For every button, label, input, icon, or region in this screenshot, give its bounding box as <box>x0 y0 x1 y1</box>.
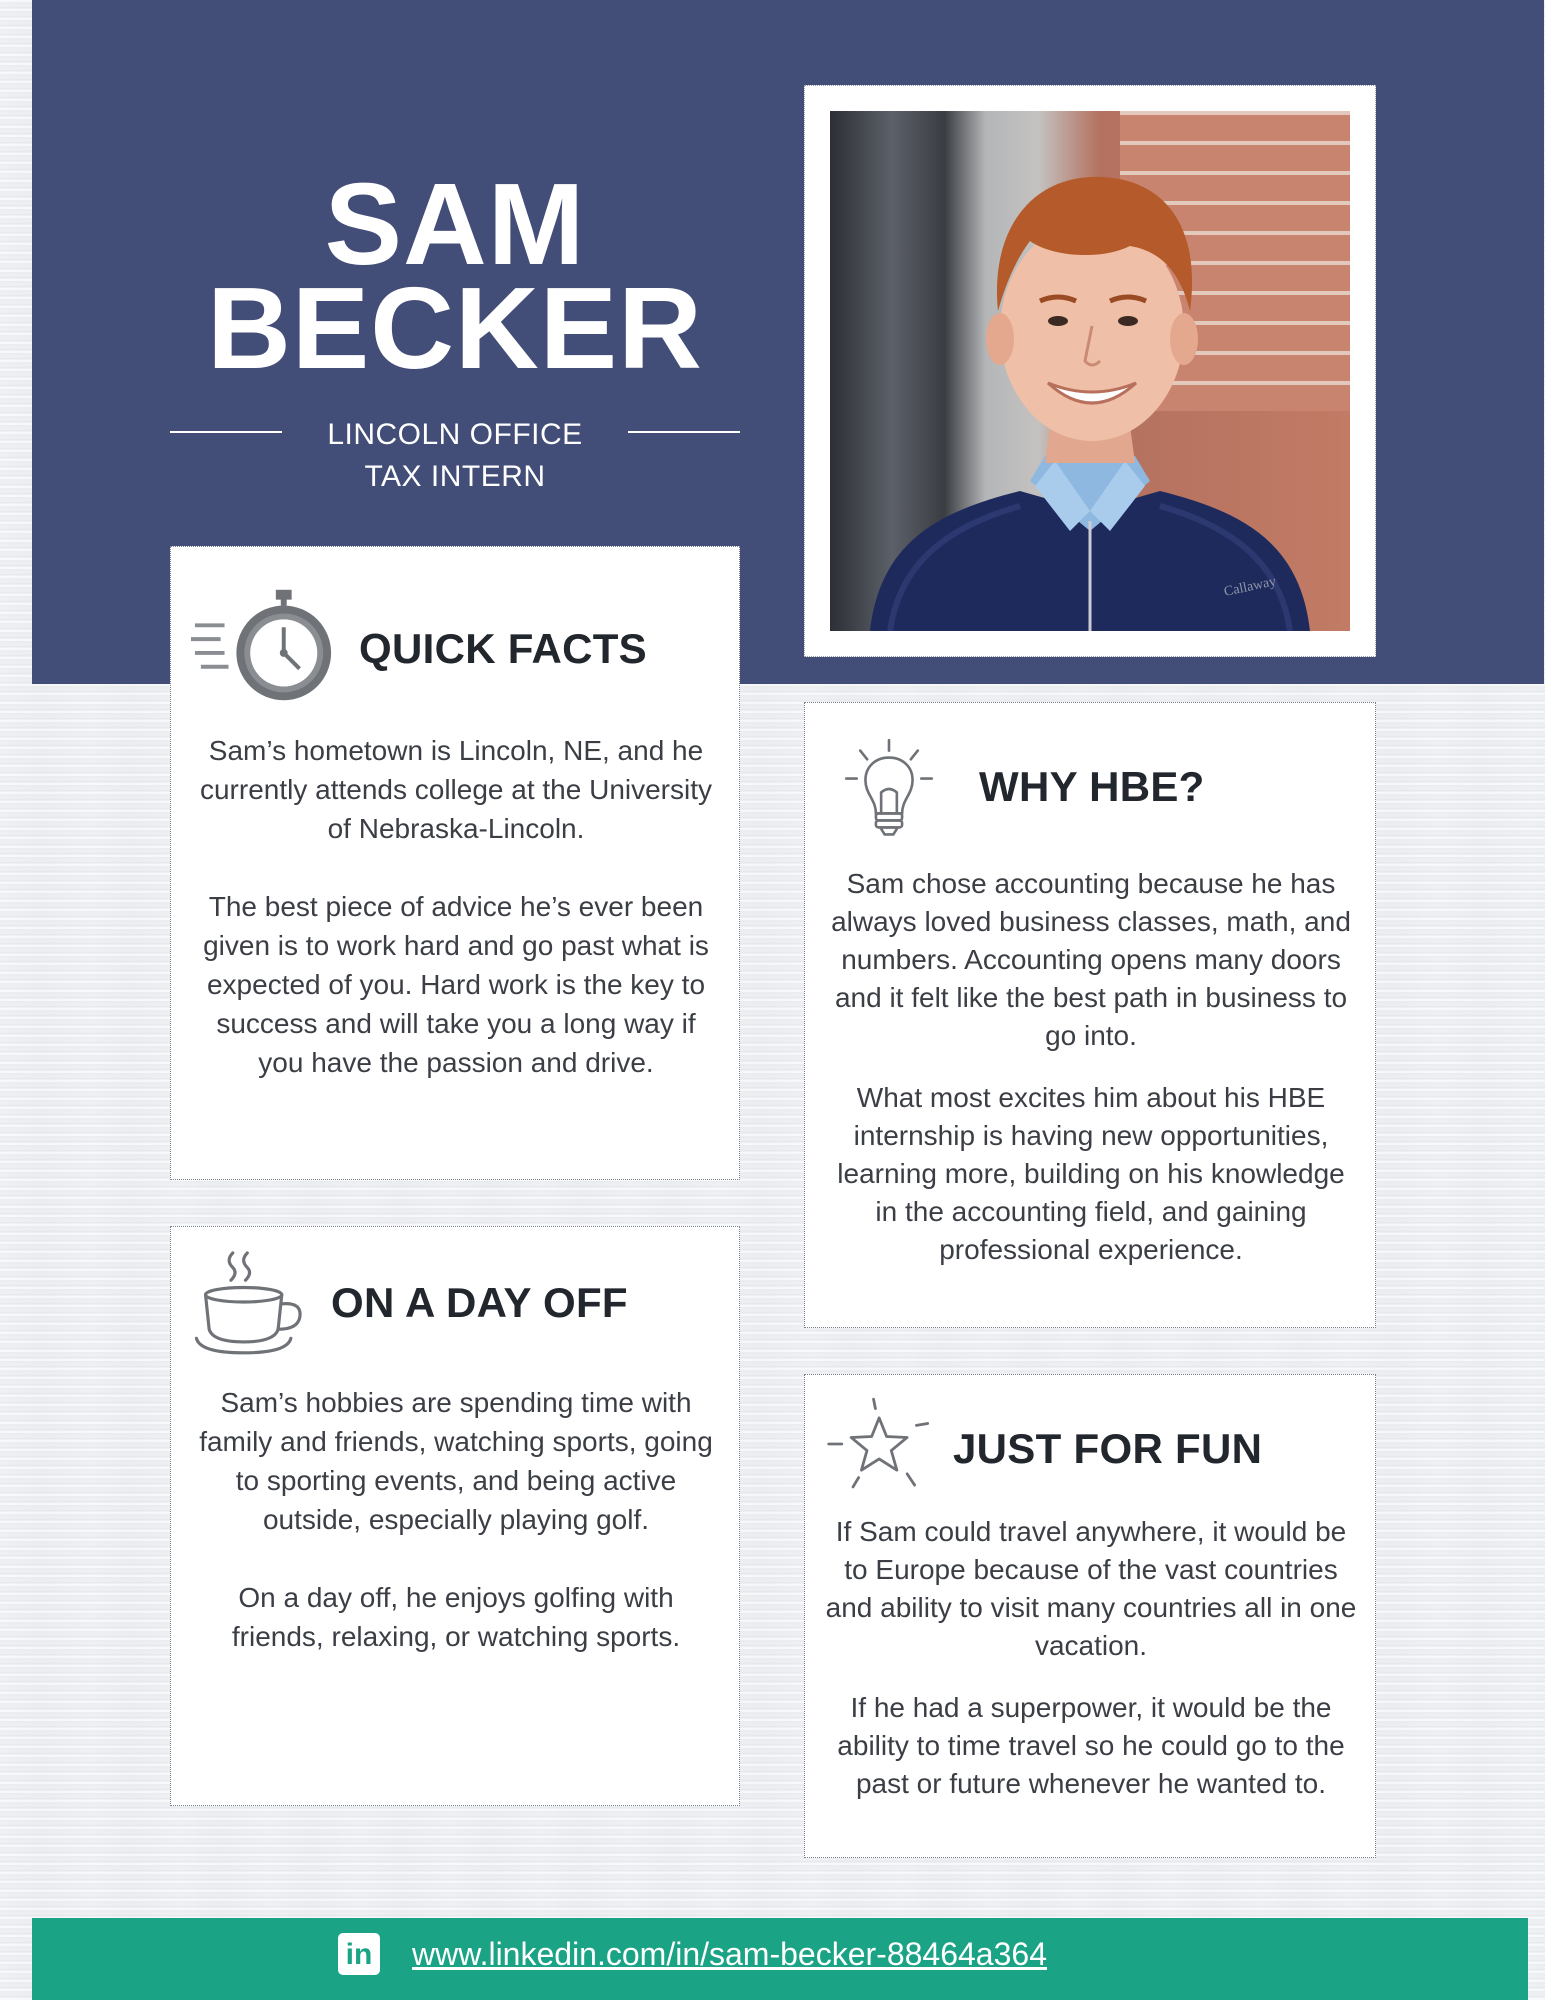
why-hbe-title: WHY HBE? <box>979 763 1205 810</box>
linkedin-link[interactable]: www.linkedin.com/in/sam-becker-88464a364 <box>412 1936 1047 1972</box>
person-name <box>170 159 740 393</box>
position-label: TAX INTERN <box>364 460 546 493</box>
star-icon <box>825 1397 937 1491</box>
just-for-fun-paragraph: If Sam could travel anywhere, it would be to Europe because of the vast countries and ability to visit many countries all in one vacation. <box>825 1516 1357 1661</box>
stopwatch-icon <box>191 587 339 707</box>
quick-facts-title: QUICK FACTS <box>359 625 647 672</box>
day-off-card <box>170 1226 740 1806</box>
just-for-fun-card <box>804 1374 1376 1858</box>
why-hbe-body <box>825 865 1357 1269</box>
linkedin-icon[interactable]: in <box>338 1933 380 1975</box>
quick-facts-card <box>170 546 740 1180</box>
first-name: SAM <box>324 159 586 289</box>
jacket-logo: Callaway <box>1222 574 1278 600</box>
just-for-fun-body <box>825 1513 1357 1803</box>
office-label: LINCOLN OFFICE <box>327 418 583 451</box>
just-for-fun-paragraph: If he had a superpower, it would be the ability to time travel so he could go to the past or future whenever he wanted to. <box>837 1692 1345 1799</box>
coffee-cup-icon <box>191 1243 309 1361</box>
day-off-title: ON A DAY OFF <box>331 1279 628 1326</box>
just-for-fun-title: JUST FOR FUN <box>953 1425 1263 1472</box>
headshot-photo <box>830 111 1350 631</box>
quick-facts-body <box>191 731 721 1082</box>
day-off-paragraph: Sam’s hobbies are spending time with family and friends, watching sports, going to sporting events, and being active outside, especially playing golf. <box>199 1387 713 1535</box>
why-hbe-paragraph: Sam chose accounting because he has always loved business classes, math, and numbers. Accounting opens many doors and it felt like the best path in business to go into. <box>831 868 1351 1051</box>
why-hbe-paragraph: What most excites him about his HBE internship is having new opportunities, learning more, building on his knowledge in the accounting field, and gaining professional experience. <box>837 1082 1345 1265</box>
role-block <box>170 414 740 498</box>
quick-facts-paragraph: The best piece of advice he’s ever been given is to work hard and go past what is expected of you. Hard work is the key to success and will take you a long way if you have the passion and drive. <box>203 891 709 1078</box>
lightbulb-icon <box>841 731 937 847</box>
headshot-frame <box>804 85 1376 657</box>
person-illustration <box>830 111 1350 631</box>
day-off-paragraph: On a day off, he enjoys golfing with friends, relaxing, or watching sports. <box>231 1582 681 1652</box>
quick-facts-paragraph: Sam’s hometown is Lincoln, NE, and he currently attends college at the University of Nebraska-Lincoln. <box>199 735 713 844</box>
why-hbe-card <box>804 702 1376 1328</box>
last-name: BECKER <box>207 263 703 393</box>
day-off-body <box>191 1383 721 1656</box>
